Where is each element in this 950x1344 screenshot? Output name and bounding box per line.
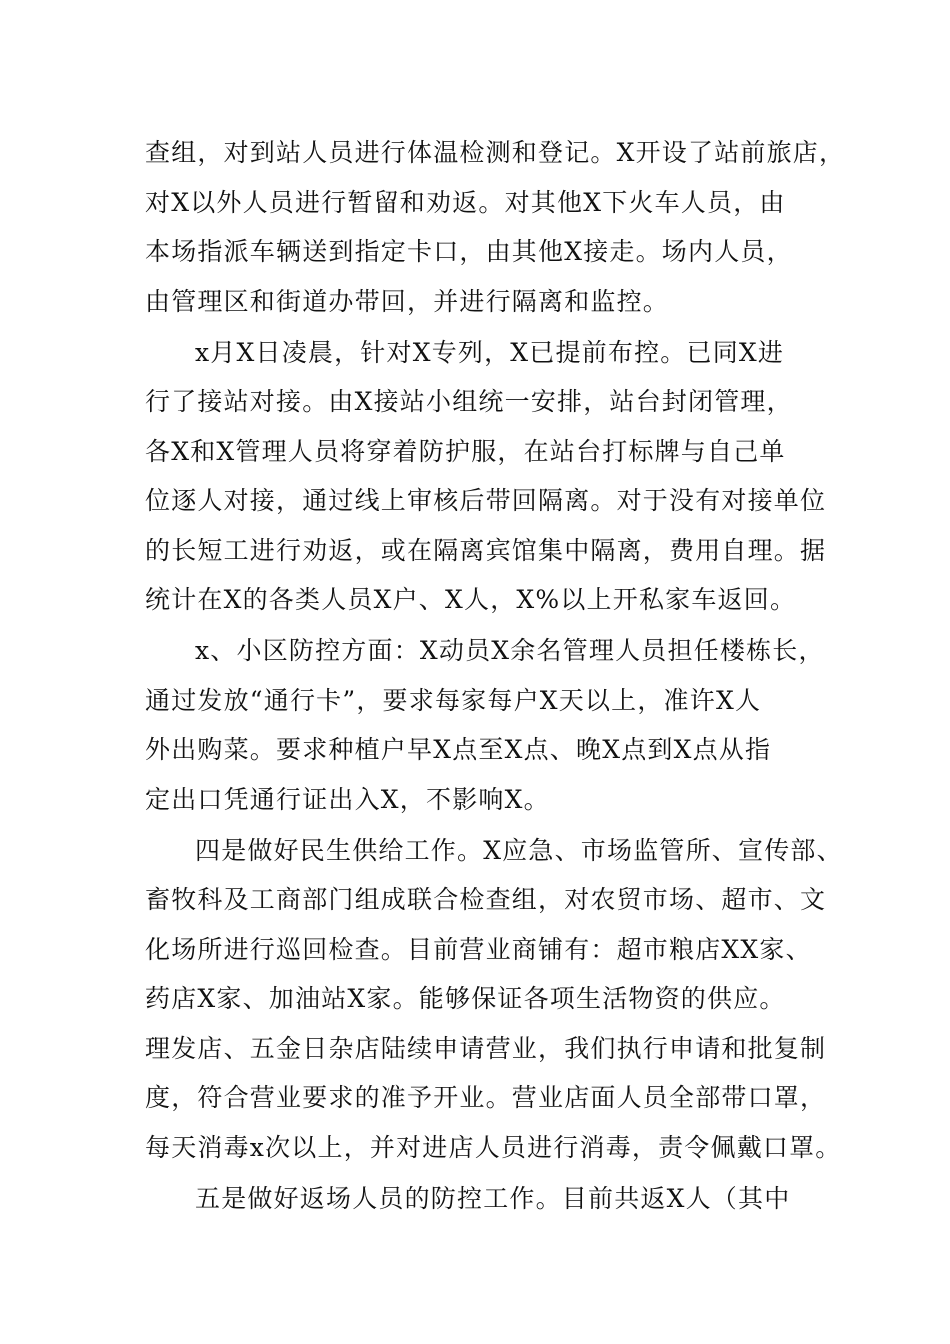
text-line: 对X以外人员进行暂留和劝返。对其他X下火车人员，由 <box>145 187 786 217</box>
text-line: 外出购菜。要求种植户早X点至X点、晚X点到X点从指 <box>145 735 772 764</box>
document-body <box>145 128 846 1225</box>
text-line: 畜牧科及工商部门组成联合检查组，对农贸市场、超市、文 <box>145 885 827 914</box>
text-line: 的长短工进行劝返，或在隔离宾馆集中隔离，费用自理。据 <box>145 535 827 565</box>
paragraph-2 <box>145 328 827 625</box>
text-line: 定出口凭通行证出入X，不影响X。 <box>145 784 550 814</box>
text-line: 各X和X管理人员将穿着防护服，在站台打标牌与自己单 <box>145 436 786 466</box>
text-line: 化场所进行巡回检查。目前营业商铺有：超市粮店XX家、 <box>145 934 812 964</box>
paragraph-5 <box>145 1174 815 1224</box>
text-line: 由管理区和街道办带回，并进行隔离和监控。 <box>145 286 670 316</box>
text-line: 五是做好返场人员的防控工作。目前共返X人（其中 <box>195 1183 791 1213</box>
text-line: 本场指派车辆送到指定卡口，由其他X接走。场内人员， <box>145 237 793 266</box>
paragraph-1 <box>145 128 846 326</box>
text-line: 每天消毒x次以上，并对进店人员进行消毒，责令佩戴口罩。 <box>145 1132 842 1162</box>
text-line: 四是做好民生供给工作。X应急、市场监管所、宣传部、 <box>195 835 843 865</box>
text-line: 位逐人对接，通过线上审核后带回隔离。对于没有对接单位 <box>145 486 827 515</box>
text-line: x月X日凌晨，针对X专列，X已提前布控。已同X进 <box>195 337 785 367</box>
text-line: 行了接站对接。由X接站小组统一安排，站台封闭管理， <box>145 387 793 416</box>
text-line: 理发店、五金日杂店陆续申请营业，我们执行申请和批复制 <box>145 1033 827 1063</box>
text-line: 通过发放“通行卡”，要求每家每户X天以上，准许X人 <box>145 685 762 715</box>
text-line: 药店X家、加油站X家。能够保证各项生活物资的供应。 <box>145 984 786 1013</box>
text-line: 度，符合营业要求的准予开业。营业店面人员全部带口罩， <box>145 1083 827 1112</box>
paragraph-4 <box>145 826 843 1173</box>
text-line: x、小区防控方面：X动员X余名管理人员担任楼栋长， <box>195 636 825 665</box>
text-line: 查组，对到站人员进行体温检测和登记。X开设了站前旅店， <box>145 138 846 167</box>
paragraph-3 <box>145 626 825 824</box>
text-line: 统计在X的各类人员X户、X人，X%以上开私家车返回。 <box>145 585 797 614</box>
